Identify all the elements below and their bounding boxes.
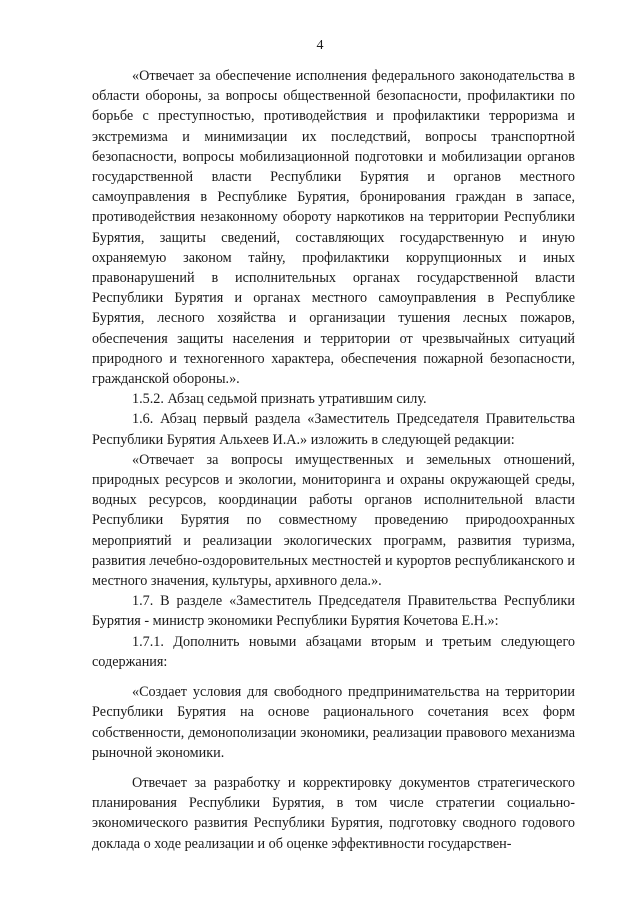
paragraph-1-5-2: 1.5.2. Абзац седьмой признать утратившим силу. <box>132 391 427 408</box>
paragraph-strategic-planning: Отвечает за разработку и корректировку документов стратегического планирования Республики Бурятия, в том числе стратегии социально-экономического развития Республики Бурятия, подготовку сводного годового доклада о ходе реализации и об оценке эффективности государствен- <box>92 774 575 852</box>
paragraph-1-7: 1.7. В разделе «Заместитель Председателя Правительства Республики Бурятия - министр экономики Республики Бурятия Кочетова Е.Н.»: <box>92 593 575 630</box>
page-number: 4 <box>316 38 324 53</box>
paragraph-1-6: 1.6. Абзац первый раздела «Заместитель Председателя Правительства Республики Бурятия Альхеев И.А.» изложить в следующей редакции: <box>92 411 575 448</box>
paragraph-entrepreneurship: «Создает условия для свободного предпринимательства на территории Республики Бурятия на основе рационального сочетания всех форм собственности, демонополизации экономики, реализации правового механизма рыночной экономики. <box>92 684 575 761</box>
paragraph-1-7-1: 1.7.1. Дополнить новыми абзацами вторым и третьим следующего содержания: <box>92 633 575 670</box>
paragraph-responsibilities-property: «Отвечает за вопросы имущественных и земельных отношений, природных ресурсов и экологии, мониторинга и охраны окружающей среды, водных ресурсов, координации работы органов исполнительной власти Республики Бурятия по совместному проведению природоохранных мероприятий и реализации экологических программ, развития туризма, развития лечебно-оздоровительных местностей и курортов республиканского и местного значения, культуры, архивного дела.». <box>92 451 575 590</box>
document-body <box>92 66 575 854</box>
paragraph-responsibilities-security: «Отвечает за обеспечение исполнения федерального законодательства в области обороны, за вопросы общественной безопасности, профилактики по борьбе с преступностью, противодействия и профилактики терроризма и экстремизма и минимизации их последствий, вопросы транспортной безопасности, вопросы мобилизационной подготовки и мобилизации органов государственной власти Республики Бурятия и органов местного самоуправления в Республике Бурятия, бронирования граждан в запасе, противодействия незаконному обороту наркотиков на территории Республики Бурятия, защиты сведений, составляющих государственную и иную охраняемую законом тайну, профилактики коррупционных и иных правонарушений в исполнительных органах государственной власти Республики Бурятия и органах местного самоуправления в Республике Бурятия, лесного хозяйства и организации тушения лесных пожаров, обеспечения защиты населения и территории от чрезвычайных ситуаций природного и техногенного характера, обеспечения пожарной безопасности, гражданской обороны.». <box>92 68 575 388</box>
